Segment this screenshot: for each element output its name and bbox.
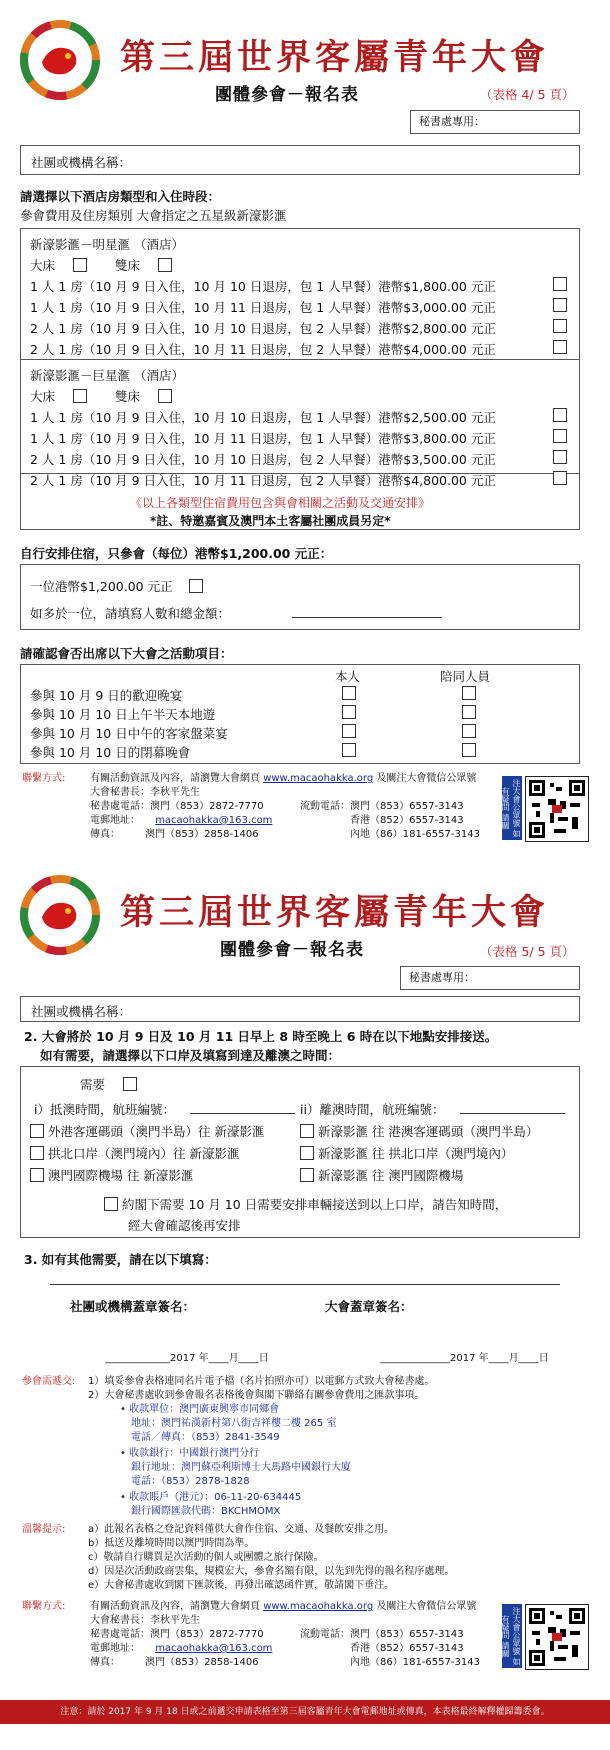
payee-phone: 電話／傳真：（853）2841-3549 [131, 1432, 280, 1443]
activity-4-companion-checkbox[interactable] [462, 743, 476, 757]
hotel1-option-4 [30, 340, 496, 358]
qr-caption: 注大會公眾號 如有疑問 請關 [502, 776, 522, 840]
departure-option-1-checkbox[interactable] [300, 1124, 314, 1138]
qr-code-icon [526, 1605, 588, 1669]
option-text: 1 人 1 房（10 月 9 日入住，10 月 11 日退房，包 1 人早餐）港幣$3,800.00 元正 [30, 431, 496, 446]
logo [20, 20, 100, 100]
option-text: 1 人 1 房（10 月 9 日入住，10 月 10 日退房，包 1 人早餐）港幣$2,500.00 元正 [30, 410, 496, 425]
fax: 傳真： 澳門（853）2858-1406 [90, 829, 259, 840]
arrival-option-3-checkbox[interactable] [30, 1168, 44, 1182]
extra-transfer-label: 經大會確認後再安排 [128, 1218, 241, 1233]
org-name-label: 社團或機構名稱： [31, 155, 132, 170]
hotel2-option-2-checkbox[interactable] [553, 429, 567, 443]
contact-info-line [90, 772, 476, 786]
self-booking-multi [30, 604, 230, 622]
bed-king-label: 大床 [30, 389, 56, 404]
arrival-option-label: 澳門國際機場 往 新濠影滙 [47, 1168, 194, 1183]
secretariat-label: 秘書處專用： [409, 971, 475, 984]
fax: 傳真： 澳門（853）2858-1406 [90, 1657, 259, 1668]
option-text: 2 人 1 房（10 月 9 日入住，10 月 10 日退房，包 2 人早餐）港幣$2,800.00 元正 [30, 321, 496, 336]
org-seal-date: _____________2017 年____月____日 [105, 1353, 269, 1364]
website-link[interactable]: www.macaohakka.org [263, 773, 374, 784]
activity-col-self: 本人 [335, 669, 361, 684]
activity-3 [30, 724, 228, 742]
tip-b: b）抵送及離境時間以澳門時間為準。 [88, 1538, 255, 1549]
arrival-option-2-checkbox[interactable] [30, 1146, 44, 1160]
hotel1-option-4-checkbox[interactable] [553, 340, 567, 354]
transfer-need-row [80, 1075, 137, 1093]
single-fee-checkbox[interactable] [189, 579, 203, 593]
secretariat-label: 秘書處專用： [419, 115, 485, 128]
option-text: 2 人 1 房（10 月 9 日入住，10 月 11 日退房，包 2 人早餐）港幣$4,800.00 元正 [30, 473, 496, 488]
departure-option-label: 新濠影滙 往 澳門國際機場 [317, 1168, 464, 1183]
hotel-note-red: 《以上各類型住宿費用包含與會相關之活動及交通安排》 [130, 496, 431, 510]
hotel1-option-2 [30, 298, 496, 316]
form-subtitle: 團體參會－報名表 [215, 85, 359, 105]
bank-address: 銀行地址：澳門蘇亞利斯博士大馬路中國銀行大廈 [131, 1462, 351, 1473]
hotel2-option-4-checkbox[interactable] [553, 471, 567, 485]
email-link[interactable]: macaohakka@163.com [155, 815, 273, 826]
option-text: 1 人 1 房（10 月 9 日入住，10 月 10 日退房，包 1 人早餐）港幣$1,800.00 元正 [30, 279, 496, 294]
qr-code[interactable] [525, 1604, 589, 1670]
activity-label: 參與 10 月 9 日的歡迎晚宴 [30, 688, 183, 703]
hotel1-option-3 [30, 319, 496, 337]
qr-code-icon [526, 777, 588, 841]
departure-option-3 [300, 1166, 463, 1184]
self-booking-heading: 自行安排住宿，只參會（每位）港幣$1,200.00 元正： [20, 546, 333, 561]
option-text: 1 人 1 房（10 月 9 日入住，10 月 11 日退房，包 1 人早餐）港幣$3,000.00 元正 [30, 300, 496, 315]
hotel-subheading: 參會費用及住房類別 大會指定之五星級新濠影滙 [20, 208, 287, 223]
contact-info-text: 有關活動資訊及內容，請瀏覽大會網頁 [90, 773, 260, 784]
extra-transfer-label: 約閣下需要 10 月 10 日需要安排車輛接送到以上口岸，請告知時間， [121, 1197, 508, 1212]
contact-info-text2: 及關注大會微信公眾號 [376, 773, 477, 784]
activity-label: 參與 10 月 10 日的閉幕晚會 [30, 745, 191, 760]
hotel2-option-3 [30, 450, 496, 468]
contact-label: 聯繫方式: [22, 1601, 66, 1612]
hotel1-option-2-checkbox[interactable] [553, 298, 567, 312]
email-link[interactable]: macaohakka@163.com [155, 1643, 273, 1654]
email-row [90, 814, 272, 828]
hotel-note: *註、特邀嘉賓及澳門本土客屬社團成員另定* [150, 514, 391, 528]
secretary-general: 大會秘書長：李秋平先生 [90, 1615, 200, 1626]
activity-3-self-checkbox[interactable] [342, 724, 356, 738]
submit-step-2: 2）大會秘書處收到參會報名表格後會與閣下聯絡有關參會費用之匯款事項。 [88, 1390, 425, 1401]
transfer-heading: 2. 大會將於 10 月 9 日及 10 月 11 日早上 8 時至晚上 6 時在以下地點安排接送。 [24, 1029, 498, 1044]
org-name-label: 社團或機構名稱： [31, 1004, 132, 1019]
arrival-input[interactable] [190, 1113, 295, 1114]
need-label: 需要 [80, 1077, 106, 1092]
departure-option-2-checkbox[interactable] [300, 1146, 314, 1160]
hotel2-option-1 [30, 408, 496, 426]
bed-twin-checkbox[interactable] [158, 258, 172, 272]
swift-code: 銀行國際匯款代碼：BKCHMOMX [131, 1506, 281, 1517]
hotel1-option-1-checkbox[interactable] [553, 277, 567, 291]
departure-label: ii）離澳時間，航班編號： [300, 1102, 445, 1117]
multi-fee-label: 如多於一位，請填寫人數和總金額： [30, 606, 231, 621]
other-needs-input[interactable] [50, 1284, 560, 1285]
office-phone: 秘書處電話：澳門（853）2872-7770 [90, 1629, 264, 1640]
tip-e: e）大會秘書處收到閣下匯款後，再發出確認函件實，敬請閣下垂注。 [88, 1580, 395, 1591]
payee-address: 地址：澳門祐漢新村第八街吉祥樓二樓 265 室 [131, 1418, 337, 1429]
activity-col-companion: 陪同人員 [440, 669, 491, 684]
option-text: 2 人 1 房（10 月 9 日入住，10 月 10 日退房，包 2 人早餐）港幣$3,500.00 元正 [30, 452, 496, 467]
option-text: 2 人 1 房（10 月 9 日入住，10 月 11 日退房，包 2 人早餐）港幣$4,000.00 元正 [30, 342, 496, 357]
org-name-field[interactable] [20, 145, 580, 175]
submit-label: 參會需遞交: [22, 1376, 76, 1387]
hotel2-bed-row [30, 387, 172, 405]
logo [20, 875, 100, 955]
hotel2-name: 新濠影滙－巨星滙 （酒店） [30, 368, 184, 383]
activity-3-companion-checkbox[interactable] [462, 724, 476, 738]
hotel2-option-4 [30, 471, 496, 489]
multi-fee-input[interactable] [292, 617, 442, 618]
hotel2-option-3-checkbox[interactable] [553, 450, 567, 464]
website-link[interactable]: www.macaohakka.org [263, 1601, 374, 1612]
hotel1-option-1 [30, 277, 496, 295]
arrival-option-1-checkbox[interactable] [30, 1124, 44, 1138]
hotel1-name: 新濠影滙－明星滙 （酒店） [30, 237, 184, 252]
secretary-general: 大會秘書長：李秋平先生 [90, 787, 200, 798]
self-booking-single [30, 577, 203, 595]
footer-notice: 注意：請於 2017 年 9 月 18 日或之前遞交申請表格至第三屆客屬青年大會電郵地址或傳真，本表格最終解釋權歸籌委會。 [0, 1700, 610, 1724]
mobile-macau: 流動電話：澳門（853）6557-3143 [300, 801, 464, 812]
bank-name: • 收款銀行：中國銀行澳門分行 [120, 1448, 260, 1459]
extra-transfer-checkbox[interactable] [104, 1197, 118, 1211]
email-label: 電郵地址： [90, 1643, 140, 1654]
activity-1 [30, 686, 182, 704]
tip-a: a）此報名表格之登記資料僅供大會作住宿、交通、及餐飲安排之用。 [88, 1524, 395, 1535]
activity-1-companion-checkbox[interactable] [462, 686, 476, 700]
activity-heading: 請確認會否出席以下大會之活動項目： [20, 646, 233, 661]
contact-info-text: 有關活動資訊及內容，請瀏覽大會網頁 [90, 1601, 260, 1612]
activity-label: 參與 10 月 10 日上午半天本地遊 [30, 707, 216, 722]
org-seal-label: 社團或機構蓋章簽名： [70, 1299, 196, 1314]
qr-code[interactable] [525, 776, 589, 842]
arrival-option-label: 拱北口岸（澳門境內）往 新濠影滙 [47, 1146, 240, 1161]
bed-king-checkbox[interactable] [73, 389, 87, 403]
arrival-label: i）抵澳時間，航班編號： [34, 1102, 175, 1117]
departure-input[interactable] [460, 1113, 565, 1114]
activity-1-self-checkbox[interactable] [342, 686, 356, 700]
contact-info-text2: 及關注大會微信公眾號 [376, 1601, 477, 1612]
bed-twin-label: 雙床 [114, 258, 140, 273]
activity-label: 參與 10 月 10 日中午的客家盤菜宴 [30, 726, 228, 741]
page-number: （表格 5/ 5 頁） [480, 944, 575, 959]
email-label: 電郵地址： [90, 815, 140, 826]
departure-option-3-checkbox[interactable] [300, 1168, 314, 1182]
page-title: 第三屆世界客屬青年大會 [120, 892, 550, 933]
departure-option-2 [300, 1144, 513, 1162]
hotel2-option-2 [30, 429, 496, 447]
departure-option-1 [300, 1122, 538, 1140]
page-title: 第三屆世界客屬青年大會 [120, 37, 550, 78]
activity-2-self-checkbox[interactable] [342, 705, 356, 719]
activity-4 [30, 743, 190, 761]
hotel1-bed-row [30, 256, 172, 274]
event-seal-date: ______________2017 年____月____日 [380, 1353, 549, 1364]
bed-twin-checkbox[interactable] [158, 389, 172, 403]
arrival-option-3 [30, 1166, 193, 1184]
event-seal-label: 大會蓋章簽名： [325, 1299, 413, 1314]
form-subtitle: 團體參會－報名表 [220, 940, 364, 960]
office-phone: 秘書處電話：澳門（853）2872-7770 [90, 801, 264, 812]
bed-king-label: 大床 [30, 258, 56, 273]
contact-label: 聯繫方式: [22, 773, 66, 784]
extra-transfer-row-2 [128, 1216, 241, 1234]
tips-label: 溫馨提示: [22, 1524, 66, 1535]
bank-account: • 收款賬戶（港元）：06-11-20-634445 [120, 1492, 302, 1503]
org-name-field[interactable] [20, 996, 580, 1022]
departure-option-label: 新濠影滙 往 港澳客運碼頭（澳門半島） [317, 1124, 539, 1139]
arrival-option-label: 外港客運碼頭（澳門半島）往 新濠影滙 [47, 1124, 265, 1139]
mobile-mainland: 內地（86）181-6557-3143 [350, 829, 480, 840]
activity-2 [30, 705, 215, 723]
arrival-row [34, 1100, 175, 1118]
bank-phone: 電話：（853）2878-1828 [131, 1476, 250, 1487]
extra-transfer-row [104, 1195, 507, 1213]
bed-king-checkbox[interactable] [73, 258, 87, 272]
other-needs-heading: 3. 如有其他需要，請在以下填寫： [24, 1252, 217, 1267]
hotel1-option-3-checkbox[interactable] [553, 319, 567, 333]
mobile-hk: 香港（852）6557-3143 [350, 1643, 464, 1654]
tip-d: d）因是次活動政商雲集，規模宏大，參會名額有限，以先到先得的報名程序處理。 [88, 1566, 455, 1577]
hotel2-option-1-checkbox[interactable] [553, 408, 567, 422]
activity-4-self-checkbox[interactable] [342, 743, 356, 757]
activity-2-companion-checkbox[interactable] [462, 705, 476, 719]
page-number: （表格 4/ 5 頁） [480, 87, 575, 102]
arrival-option-1 [30, 1122, 264, 1140]
submit-step-1: 1）填妥參會表格連同名片電子檔（名片拍照亦可）以電郵方式致大會秘書處。 [88, 1376, 435, 1387]
departure-option-label: 新濠影滙 往 拱北口岸（澳門境內） [317, 1146, 514, 1161]
mobile-mainland: 內地（86）181-6557-3143 [350, 1657, 480, 1668]
secretariat-box[interactable] [400, 966, 580, 990]
payee-unit: • 收款單位：澳門廣東興寧市同鄉會 [120, 1404, 280, 1415]
departure-row [300, 1100, 444, 1118]
hotel-heading: 請選擇以下酒店房類型和入住時段： [20, 189, 221, 204]
tip-c: c）敬請自行購買是次活動的個人或團體之旅行保險。 [88, 1552, 324, 1563]
single-fee-label: 一位港幣$1,200.00 元正 [30, 579, 173, 594]
transfer-subheading: 如有需要，請選擇以下口岸及填寫到達及離澳之時間： [40, 1048, 341, 1063]
payee-unit-text: 收款單位：澳門廣東興寧市同鄉會 [129, 1404, 280, 1415]
contact-info-line [90, 1600, 476, 1614]
arrival-option-2 [30, 1144, 239, 1162]
need-checkbox[interactable] [123, 1077, 137, 1091]
email-row [90, 1642, 272, 1656]
mobile-macau: 流動電話：澳門（853）6557-3143 [300, 1629, 464, 1640]
bank-name-text: 收款銀行：中國銀行澳門分行 [129, 1448, 260, 1459]
mobile-hk: 香港（852）6557-3143 [350, 815, 464, 826]
qr-caption: 注大會公眾號 如有疑問 請關 [502, 1604, 522, 1668]
secretariat-box[interactable] [410, 110, 580, 134]
bank-account-text: 收款賬戶（港元）：06-11-20-634445 [129, 1492, 302, 1503]
bed-twin-label: 雙床 [114, 389, 140, 404]
